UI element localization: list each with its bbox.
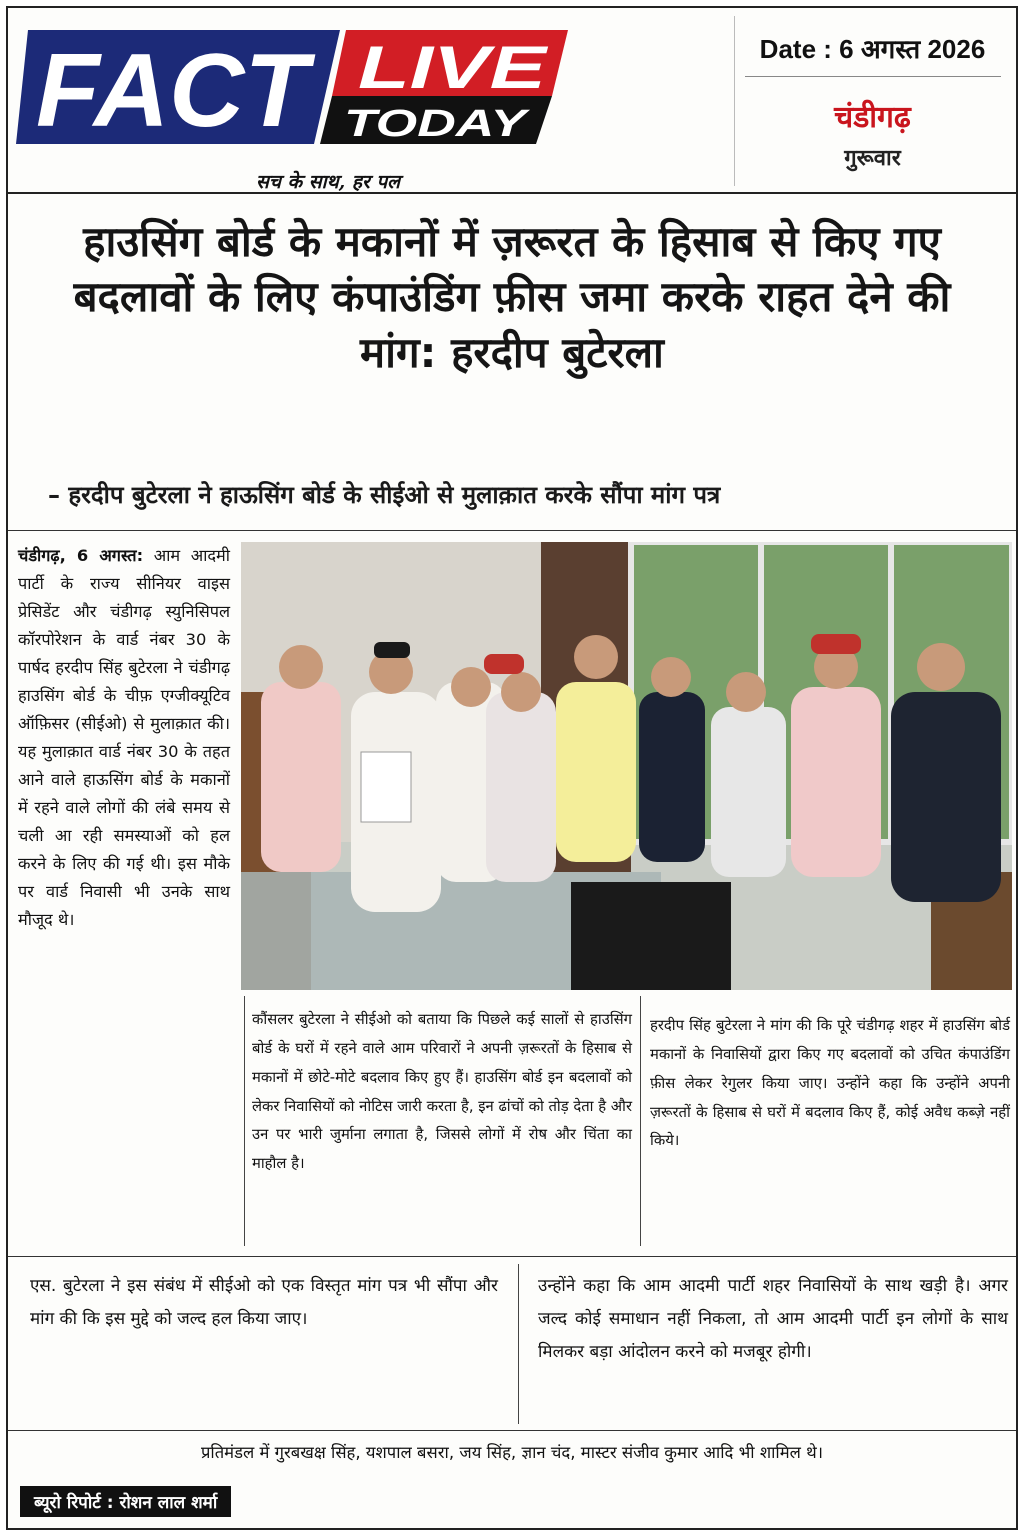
logo-live-text: LIVE xyxy=(358,34,549,101)
date-box xyxy=(734,16,1010,186)
headline-line: बदलावों के लिए कंपाउंडिंग फ़ीस जमा करके राहत देने की xyxy=(73,272,951,322)
date-divider xyxy=(745,76,1001,77)
article-box-right: उन्होंने कहा कि आम आदमी पार्टी शहर निवासियों के साथ खड़ी है। अगर जल्द कोई समाधान नहीं निकला, तो आम आदमी पार्टी इन लोगों के साथ मिलकर बड़ा आंदोलन करने को मजबूर होगी। xyxy=(538,1276,1008,1363)
headline-line: हाउसिंग बोर्ड के मकानों में ज़रूरत के हिसाब से किए गए xyxy=(83,217,941,266)
column-rule xyxy=(518,1264,519,1424)
lead-paragraph: आम आदमी पार्टी के राज्य सीनियर वाइस प्रेसिडेंट और चंडीगढ़ स्युनिसिपल कॉरपोरेशन के वार्ड नंबर 30 के पार्षद हरदीप सिंह बुटेरला ने चंडीगढ़ हाउसिंग बोर्ड के चीफ़ एग्जीक्यूटिव ऑफ़िसर (सीईओ) से मुलाक़ात की। यह मुलाक़ात वार्ड नंबर 30 के तहत आने वाले हाऊसिंग बोर्ड के मकानों में रहने वाले लोगों की लंबे समय से चली आ रही समस्याओं को हल करने के लिए की गई थी। इस मौके पर वार्ड निवासी भी उनके साथ मौजूद थे। xyxy=(18,546,230,930)
delegation-note: प्रतिमंडल में गुरबखक्ष सिंह, यशपाल बसरा, जय सिंह, ज्ञान चंद, मास्टर संजीव कुमार आदि भी शामिल थे। xyxy=(200,1443,824,1462)
column-rule xyxy=(640,996,641,1246)
lead-column xyxy=(18,542,230,934)
newspaper-page xyxy=(6,6,1018,1530)
masthead xyxy=(8,8,1016,194)
headline xyxy=(22,214,1002,380)
divider xyxy=(8,1256,1016,1257)
article-column-right: हरदीप सिंह बुटेरला ने मांग की कि पूरे चंडीगढ़ शहर में हाउसिंग बोर्ड मकानों के निवासियों द्वारा किए गए बदलावों को उचित कंपाउंडिंग फ़ीस लेकर रेगुलर किया जाए। उन्होंने कहा कि उन्होंने अपनी ज़रूरतों के हिसाब से घरों में बदलाव किए हैं, कोई अवैध कब्ज़े नहीं किये। xyxy=(650,1017,1010,1150)
tagline: सच के साथ, हर पल xyxy=(256,171,401,193)
headline-line: मांग: हरदीप बुटेरला xyxy=(360,327,664,377)
weekday: गुरूवार xyxy=(844,146,901,171)
dateline: चंडीगढ़, 6 अगस्त: xyxy=(18,546,144,565)
fact-live-today-logo xyxy=(16,22,576,162)
divider xyxy=(8,1430,1016,1431)
edition-city: चंडीगढ़ xyxy=(834,100,911,135)
issue-date: Date : 6 अगस्त 2026 xyxy=(759,34,986,64)
logo-today-text: TODAY xyxy=(344,103,532,145)
bureau-report-credit: ब्यूरो रिपोर्ट : रोशन लाल शर्मा xyxy=(20,1486,231,1517)
article-column-middle: कौंसलर बुटेरला ने सीईओ को बताया कि पिछले कई सालों से हाउसिंग बोर्ड के घरों में रहने वाले आम परिवारों ने अपनी ज़रूरतों के हिसाब से मकानों में छोटे-मोटे बदलाव किए हुए हैं। हाउसिंग बोर्ड इन बदलावों को लेकर निवासियों को नोटिस जारी करता है, इन ढांचों को तोड़ देता है और उन पर भारी जुर्माना लगाता है, जिससे लोगों में रोष और चिंता का माहौल है। xyxy=(252,1011,632,1173)
subheadline: – हरदीप बुटेरला ने हाऊसिंग बोर्ड के सीईओ से मुलाक़ात करके सौंपा मांग पत्र xyxy=(48,481,721,509)
logo-fact-text: FACT xyxy=(36,33,316,149)
divider xyxy=(8,530,1016,531)
news-photo xyxy=(241,542,1012,990)
article-box-left: एस. बुटेरला ने इस संबंध में सीईओ को एक विस्तृत मांग पत्र भी सौंपा और मांग की कि इस मुद्दे को जल्द हल किया जाए। xyxy=(30,1276,498,1330)
column-rule xyxy=(244,996,245,1246)
